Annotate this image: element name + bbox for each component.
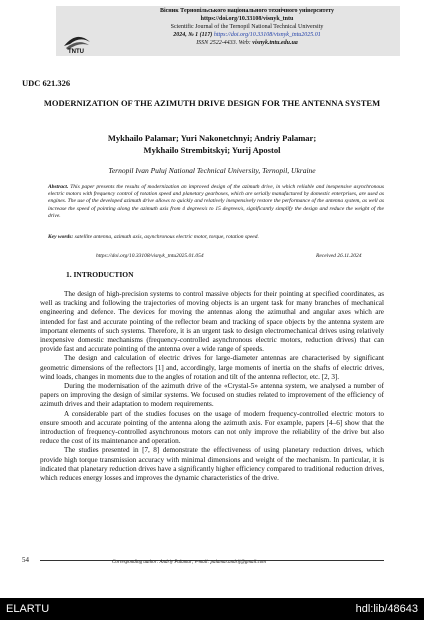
keywords-text: satellite antenna, azimuth axis, asynchronous electric motor, torque, rotation speed.	[74, 234, 259, 240]
page-number: 54	[22, 556, 29, 564]
keywords-label: Key words:	[48, 234, 74, 240]
paragraph: The design of high-precision systems to control massive objects for their pointing at specified coordinates, as well as tracking and following the trajectories of moving objects is an urgent task for many branches of mechanical engineering and defence. The devices for moving the antennas along the azimuthal and angular axes which are intended for fast and accurate pointing of the reflector beam and tracking of space objects by the antenna system are important elements of such systems. Therefore, it is an urgent task to design electromechanical drives using relatively inexpensive domestic mechanisms (frequency-controlled asynchronous electric motors, reduction drives) that can provide fast and accurate pointing of the antenna over a wide range of speeds.	[40, 290, 384, 354]
issn-text: ISSN 2522-4433. Web:	[196, 40, 251, 46]
keywords	[48, 234, 384, 241]
journal-header-text	[96, 7, 398, 47]
journal-website-link[interactable]: visnyk.tntu.edu.ua	[252, 40, 298, 46]
abstract	[48, 184, 384, 220]
udc-code: UDC 621.326	[22, 78, 71, 88]
repository-footer-bar	[0, 598, 424, 620]
journal-url[interactable]: https://doi.org/10.33108/visnyk_tntu	[200, 16, 294, 22]
paragraph: During the modernisation of the azimuth drive of the «Crystal-5» antenna system, we analysed a number of papers on improving the design of similar systems. We focused on studies related to improvement of the efficiency of azimuth drives and their adaptation to modern requirements.	[40, 382, 384, 409]
affiliation: Ternopil Ivan Puluj National Technical University, Ternopil, Ukraine	[108, 166, 316, 175]
issue-line	[96, 31, 398, 39]
section-heading: 1. INTRODUCTION	[66, 270, 134, 279]
handle-id[interactable]: hdl:lib/48643	[355, 603, 418, 615]
authors-line-1: Mykhailo Palamar; Yuri Nakonetchnyi; Andriy Palamar;	[107, 133, 317, 143]
repository-name: ELARTU	[6, 603, 50, 615]
authors	[40, 132, 384, 156]
corresponding-author: Corresponding author: Andriy Palamar; e-mail: palamar.andrij@gmail.com	[112, 560, 266, 565]
journal-name-en: Scientific Journal of the Ternopil National Technical University	[170, 24, 324, 30]
issue-number: 2024, № 1 (117)	[173, 32, 213, 38]
paragraph: The studies presented in [7, 8] demonstrate the effectiveness of using planetary reduction drives, which provide high torque transmission accuracy with minimal dimensions and weight of the mechanism. In particular, it is indicated that planetary reduction drives have a significantly higher efficiency compared to traditional reduction drives, which reduces energy losses and improves the dynamic characteristics of the drive.	[40, 446, 384, 483]
paragraph: A considerable part of the studies focuses on the usage of modern frequency-controlled electric motors to ensure smooth and accurate pointing of the antenna along the azimuth axis. For example, papers [4–6] show that the introduction of frequency-controlled asynchronous motors can not only improve the reliability of the drive but also reduce the cost of its maintenance and operation.	[40, 409, 384, 446]
received-date: Received 26.11.2024	[316, 253, 362, 259]
paragraph: The design and calculation of electric drives for large-diameter antennas are characterised by significant geometric dimensions of the reflectors [1] and, accordingly, large moments of inertia on the shafts of electric drives, wind loads, changes in moments due to the angles of rotation and tilt of the antenna reflector, etc. [2, 3].	[40, 354, 384, 381]
authors-line-2: Mykhailo Strembitskyi; Yurij Apostol	[143, 145, 281, 155]
issn-line	[96, 39, 398, 47]
article-doi[interactable]: https://doi.org/10.33108/visnyk_tntu2025.01.054	[96, 253, 204, 259]
journal-name-ua: Вісник Тернопільського національного технічного університету	[159, 8, 335, 14]
abstract-label: Abstract.	[48, 184, 69, 190]
abstract-text: This paper presents the results of modernization an improved design of the azimuth drive, in which reliable and inexpensive asynchronous electric motors with frequency control of rotation speed and planetary gearboxes, which are serially manufactured by domestic enterprises, are used as engines. The use of the developed azimuth drive allows to quickly and relatively inexpensively restore the performance of the antenna system, as well as increase the speed of pointing along the azimuth axis from 4 degrees/s to 15 degrees/s, significantly simplify the design and reduce the weight of the drive.	[48, 184, 384, 219]
university-logo	[62, 32, 92, 54]
issue-doi-link[interactable]: https://doi.org/10.33108/visnyk_tntu2025.01	[213, 32, 321, 38]
body-text	[40, 290, 384, 483]
logo-text: TNTU	[68, 49, 84, 54]
paper-title: MODERNIZATION OF THE AZIMUTH DRIVE DESIGN FOR THE ANTENNA SYSTEM	[43, 98, 381, 108]
